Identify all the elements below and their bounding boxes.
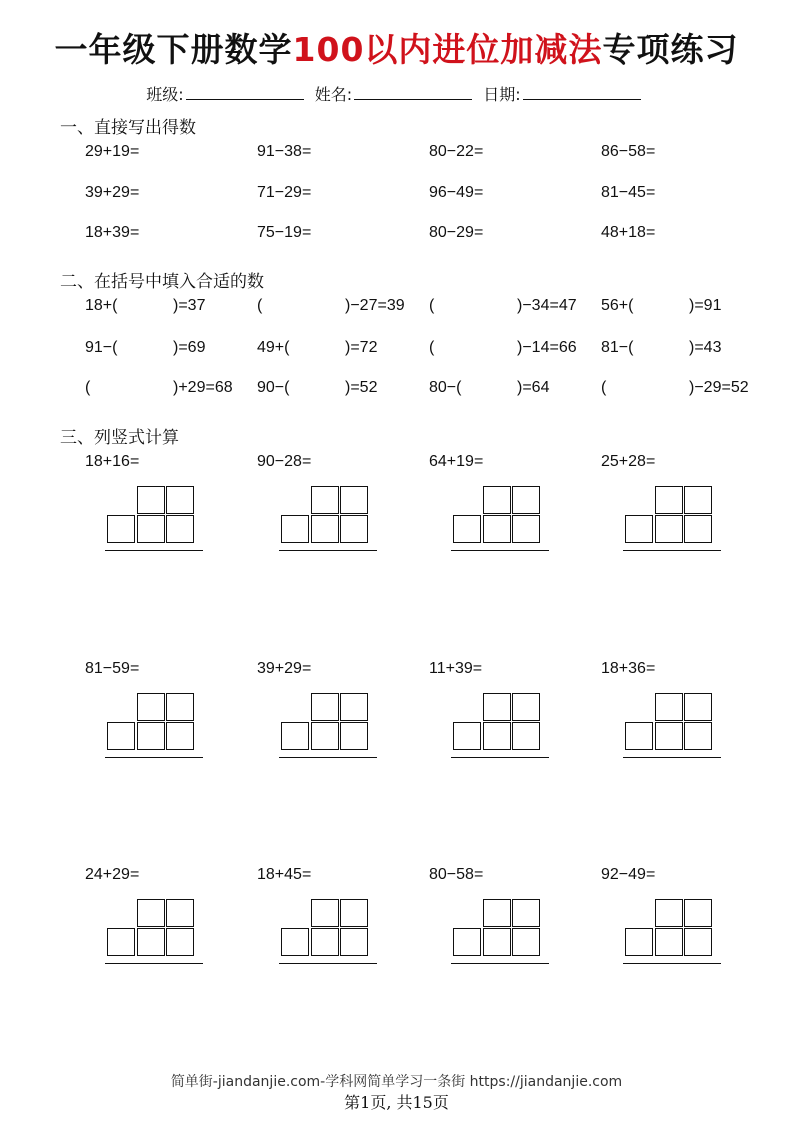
- fill-blank-left: (: [429, 339, 435, 356]
- fill-blank-left: (: [85, 379, 91, 396]
- direct-problem: 80−22=: [429, 143, 484, 160]
- fill-blank-right: )−34=47: [517, 297, 577, 314]
- vertical-problem: 18+16=: [85, 453, 140, 470]
- sum-rule-line: [279, 550, 377, 551]
- sum-rule-line: [105, 550, 203, 551]
- digit-box[interactable]: [311, 693, 339, 721]
- title-part-1: 一年级下册数学: [54, 30, 293, 69]
- fill-blank-problem: [429, 297, 577, 317]
- digit-box[interactable]: [311, 928, 339, 956]
- vertical-problem: 25+28=: [601, 453, 656, 470]
- fill-blank-left: 91−(: [85, 339, 118, 356]
- fill-blank-left: 80−(: [429, 379, 462, 396]
- sum-rule-line: [105, 757, 203, 758]
- student-info-row: [0, 82, 793, 105]
- section-2-heading: 二、在括号中填入合适的数: [60, 272, 264, 292]
- digit-box[interactable]: [311, 722, 339, 750]
- digit-box[interactable]: [483, 693, 511, 721]
- vertical-problem: 90−28=: [257, 453, 312, 470]
- page-title: [0, 24, 793, 71]
- digit-box[interactable]: [137, 928, 165, 956]
- fill-blank-left: 81−(: [601, 339, 634, 356]
- vertical-problem: 80−58=: [429, 866, 484, 883]
- fill-blank-problem: [85, 339, 225, 359]
- digit-box[interactable]: [684, 899, 712, 927]
- footer-page-number: 第1页, 共15页: [344, 1093, 449, 1112]
- digit-box[interactable]: [340, 928, 368, 956]
- fill-blank-left: (: [601, 379, 607, 396]
- digit-box[interactable]: [137, 486, 165, 514]
- digit-box[interactable]: [166, 693, 194, 721]
- vertical-problem: 18+36=: [601, 660, 656, 677]
- fill-blank-left: (: [257, 297, 263, 314]
- digit-box[interactable]: [281, 515, 309, 543]
- digit-box[interactable]: [453, 515, 481, 543]
- footer-source: 简单街-jiandanjie.com-学科网简单学习一条街 https://jiandanjie.com: [170, 1074, 623, 1090]
- name-label: 姓名:: [314, 85, 353, 104]
- digit-box[interactable]: [340, 693, 368, 721]
- direct-problem: 81−45=: [601, 184, 656, 201]
- date-field-line[interactable]: [523, 85, 641, 100]
- direct-problem: 71−29=: [257, 184, 312, 201]
- direct-problem: 75−19=: [257, 224, 312, 241]
- digit-box[interactable]: [625, 722, 653, 750]
- digit-box[interactable]: [137, 722, 165, 750]
- digit-box[interactable]: [483, 486, 511, 514]
- digit-box[interactable]: [166, 928, 194, 956]
- digit-box[interactable]: [453, 928, 481, 956]
- direct-problem: 91−38=: [257, 143, 312, 160]
- fill-blank-problem: [257, 379, 397, 399]
- digit-box[interactable]: [107, 515, 135, 543]
- digit-box[interactable]: [684, 928, 712, 956]
- fill-blank-left: 56+(: [601, 297, 634, 314]
- vertical-problem: 39+29=: [257, 660, 312, 677]
- digit-box[interactable]: [512, 722, 540, 750]
- digit-box[interactable]: [340, 899, 368, 927]
- fill-blank-problem: [601, 339, 741, 359]
- title-part-2-red: 100以内进位加减法: [292, 30, 603, 69]
- vertical-answer-boxes: [625, 899, 721, 969]
- sum-rule-line: [451, 963, 549, 964]
- digit-box[interactable]: [655, 928, 683, 956]
- digit-box[interactable]: [655, 486, 683, 514]
- fill-blank-problem: [85, 297, 225, 317]
- date-label: 日期:: [483, 85, 521, 104]
- digit-box[interactable]: [107, 928, 135, 956]
- digit-box[interactable]: [512, 515, 540, 543]
- vertical-answer-boxes: [453, 693, 549, 763]
- fill-blank-left: (: [429, 297, 435, 314]
- class-field-line[interactable]: [186, 85, 304, 100]
- digit-box[interactable]: [684, 515, 712, 543]
- fill-blank-right: )=91: [689, 297, 722, 314]
- fill-blank-right: )−14=66: [517, 339, 577, 356]
- direct-problem: 48+18=: [601, 224, 656, 241]
- digit-box[interactable]: [340, 515, 368, 543]
- digit-box[interactable]: [137, 693, 165, 721]
- vertical-answer-boxes: [625, 693, 721, 763]
- sum-rule-line: [451, 757, 549, 758]
- fill-blank-problem: [257, 339, 397, 359]
- digit-box[interactable]: [512, 693, 540, 721]
- vertical-problem: 64+19=: [429, 453, 484, 470]
- fill-blank-right: )=72: [345, 339, 378, 356]
- vertical-answer-boxes: [281, 899, 377, 969]
- vertical-problem: 92−49=: [601, 866, 656, 883]
- vertical-answer-boxes: [107, 899, 203, 969]
- vertical-answer-boxes: [453, 486, 549, 556]
- vertical-answer-boxes: [281, 693, 377, 763]
- fill-blank-problem: [257, 297, 405, 317]
- sum-rule-line: [279, 963, 377, 964]
- vertical-answer-boxes: [625, 486, 721, 556]
- fill-blank-problem: [601, 297, 741, 317]
- vertical-answer-boxes: [107, 693, 203, 763]
- digit-box[interactable]: [311, 486, 339, 514]
- vertical-answer-boxes: [453, 899, 549, 969]
- digit-box[interactable]: [655, 722, 683, 750]
- direct-problem: 96−49=: [429, 184, 484, 201]
- digit-box[interactable]: [453, 722, 481, 750]
- section-3-heading: 三、列竖式计算: [60, 428, 179, 448]
- digit-box[interactable]: [166, 515, 194, 543]
- direct-problem: 18+39=: [85, 224, 140, 241]
- fill-blank-left: 90−(: [257, 379, 290, 396]
- fill-blank-left: 49+(: [257, 339, 290, 356]
- digit-box[interactable]: [684, 486, 712, 514]
- digit-box[interactable]: [340, 486, 368, 514]
- digit-box[interactable]: [483, 515, 511, 543]
- digit-box[interactable]: [655, 515, 683, 543]
- digit-box[interactable]: [137, 515, 165, 543]
- sum-rule-line: [105, 963, 203, 964]
- digit-box[interactable]: [684, 722, 712, 750]
- digit-box[interactable]: [483, 928, 511, 956]
- fill-blank-right: )=69: [173, 339, 206, 356]
- fill-blank-right: )+29=68: [173, 379, 233, 396]
- digit-box[interactable]: [166, 486, 194, 514]
- vertical-problem: 18+45=: [257, 866, 312, 883]
- fill-blank-right: )=64: [517, 379, 550, 396]
- sum-rule-line: [451, 550, 549, 551]
- fill-blank-problem: [85, 379, 233, 399]
- direct-problem: 39+29=: [85, 184, 140, 201]
- name-field-line[interactable]: [354, 85, 472, 100]
- digit-box[interactable]: [512, 928, 540, 956]
- digit-box[interactable]: [311, 515, 339, 543]
- digit-box[interactable]: [340, 722, 368, 750]
- vertical-answer-boxes: [281, 486, 377, 556]
- vertical-problem: 24+29=: [85, 866, 140, 883]
- sum-rule-line: [623, 757, 721, 758]
- digit-box[interactable]: [483, 899, 511, 927]
- digit-box[interactable]: [512, 486, 540, 514]
- vertical-answer-boxes: [107, 486, 203, 556]
- vertical-problem: 11+39=: [429, 660, 483, 677]
- digit-box[interactable]: [512, 899, 540, 927]
- direct-problem: 86−58=: [601, 143, 656, 160]
- fill-blank-right: )−29=52: [689, 379, 749, 396]
- fill-blank-left: 18+(: [85, 297, 118, 314]
- fill-blank-right: )=37: [173, 297, 206, 314]
- digit-box[interactable]: [107, 722, 135, 750]
- class-label: 班级:: [146, 85, 184, 104]
- digit-box[interactable]: [137, 899, 165, 927]
- section-1-heading: 一、直接写出得数: [60, 118, 196, 138]
- digit-box[interactable]: [625, 515, 653, 543]
- direct-problem: 80−29=: [429, 224, 484, 241]
- fill-blank-problem: [429, 379, 569, 399]
- sum-rule-line: [623, 963, 721, 964]
- direct-problem: 29+19=: [85, 143, 140, 160]
- digit-box[interactable]: [684, 693, 712, 721]
- digit-box[interactable]: [655, 899, 683, 927]
- digit-box[interactable]: [166, 899, 194, 927]
- sum-rule-line: [623, 550, 721, 551]
- digit-box[interactable]: [625, 928, 653, 956]
- digit-box[interactable]: [655, 693, 683, 721]
- sum-rule-line: [279, 757, 377, 758]
- fill-blank-right: )=43: [689, 339, 722, 356]
- title-part-3: 专项练习: [602, 30, 739, 69]
- fill-blank-problem: [601, 379, 749, 399]
- digit-box[interactable]: [281, 722, 309, 750]
- digit-box[interactable]: [483, 722, 511, 750]
- digit-box[interactable]: [166, 722, 194, 750]
- vertical-problem: 81−59=: [85, 660, 140, 677]
- digit-box[interactable]: [281, 928, 309, 956]
- fill-blank-right: )=52: [345, 379, 378, 396]
- digit-box[interactable]: [311, 899, 339, 927]
- fill-blank-right: )−27=39: [345, 297, 405, 314]
- fill-blank-problem: [429, 339, 577, 359]
